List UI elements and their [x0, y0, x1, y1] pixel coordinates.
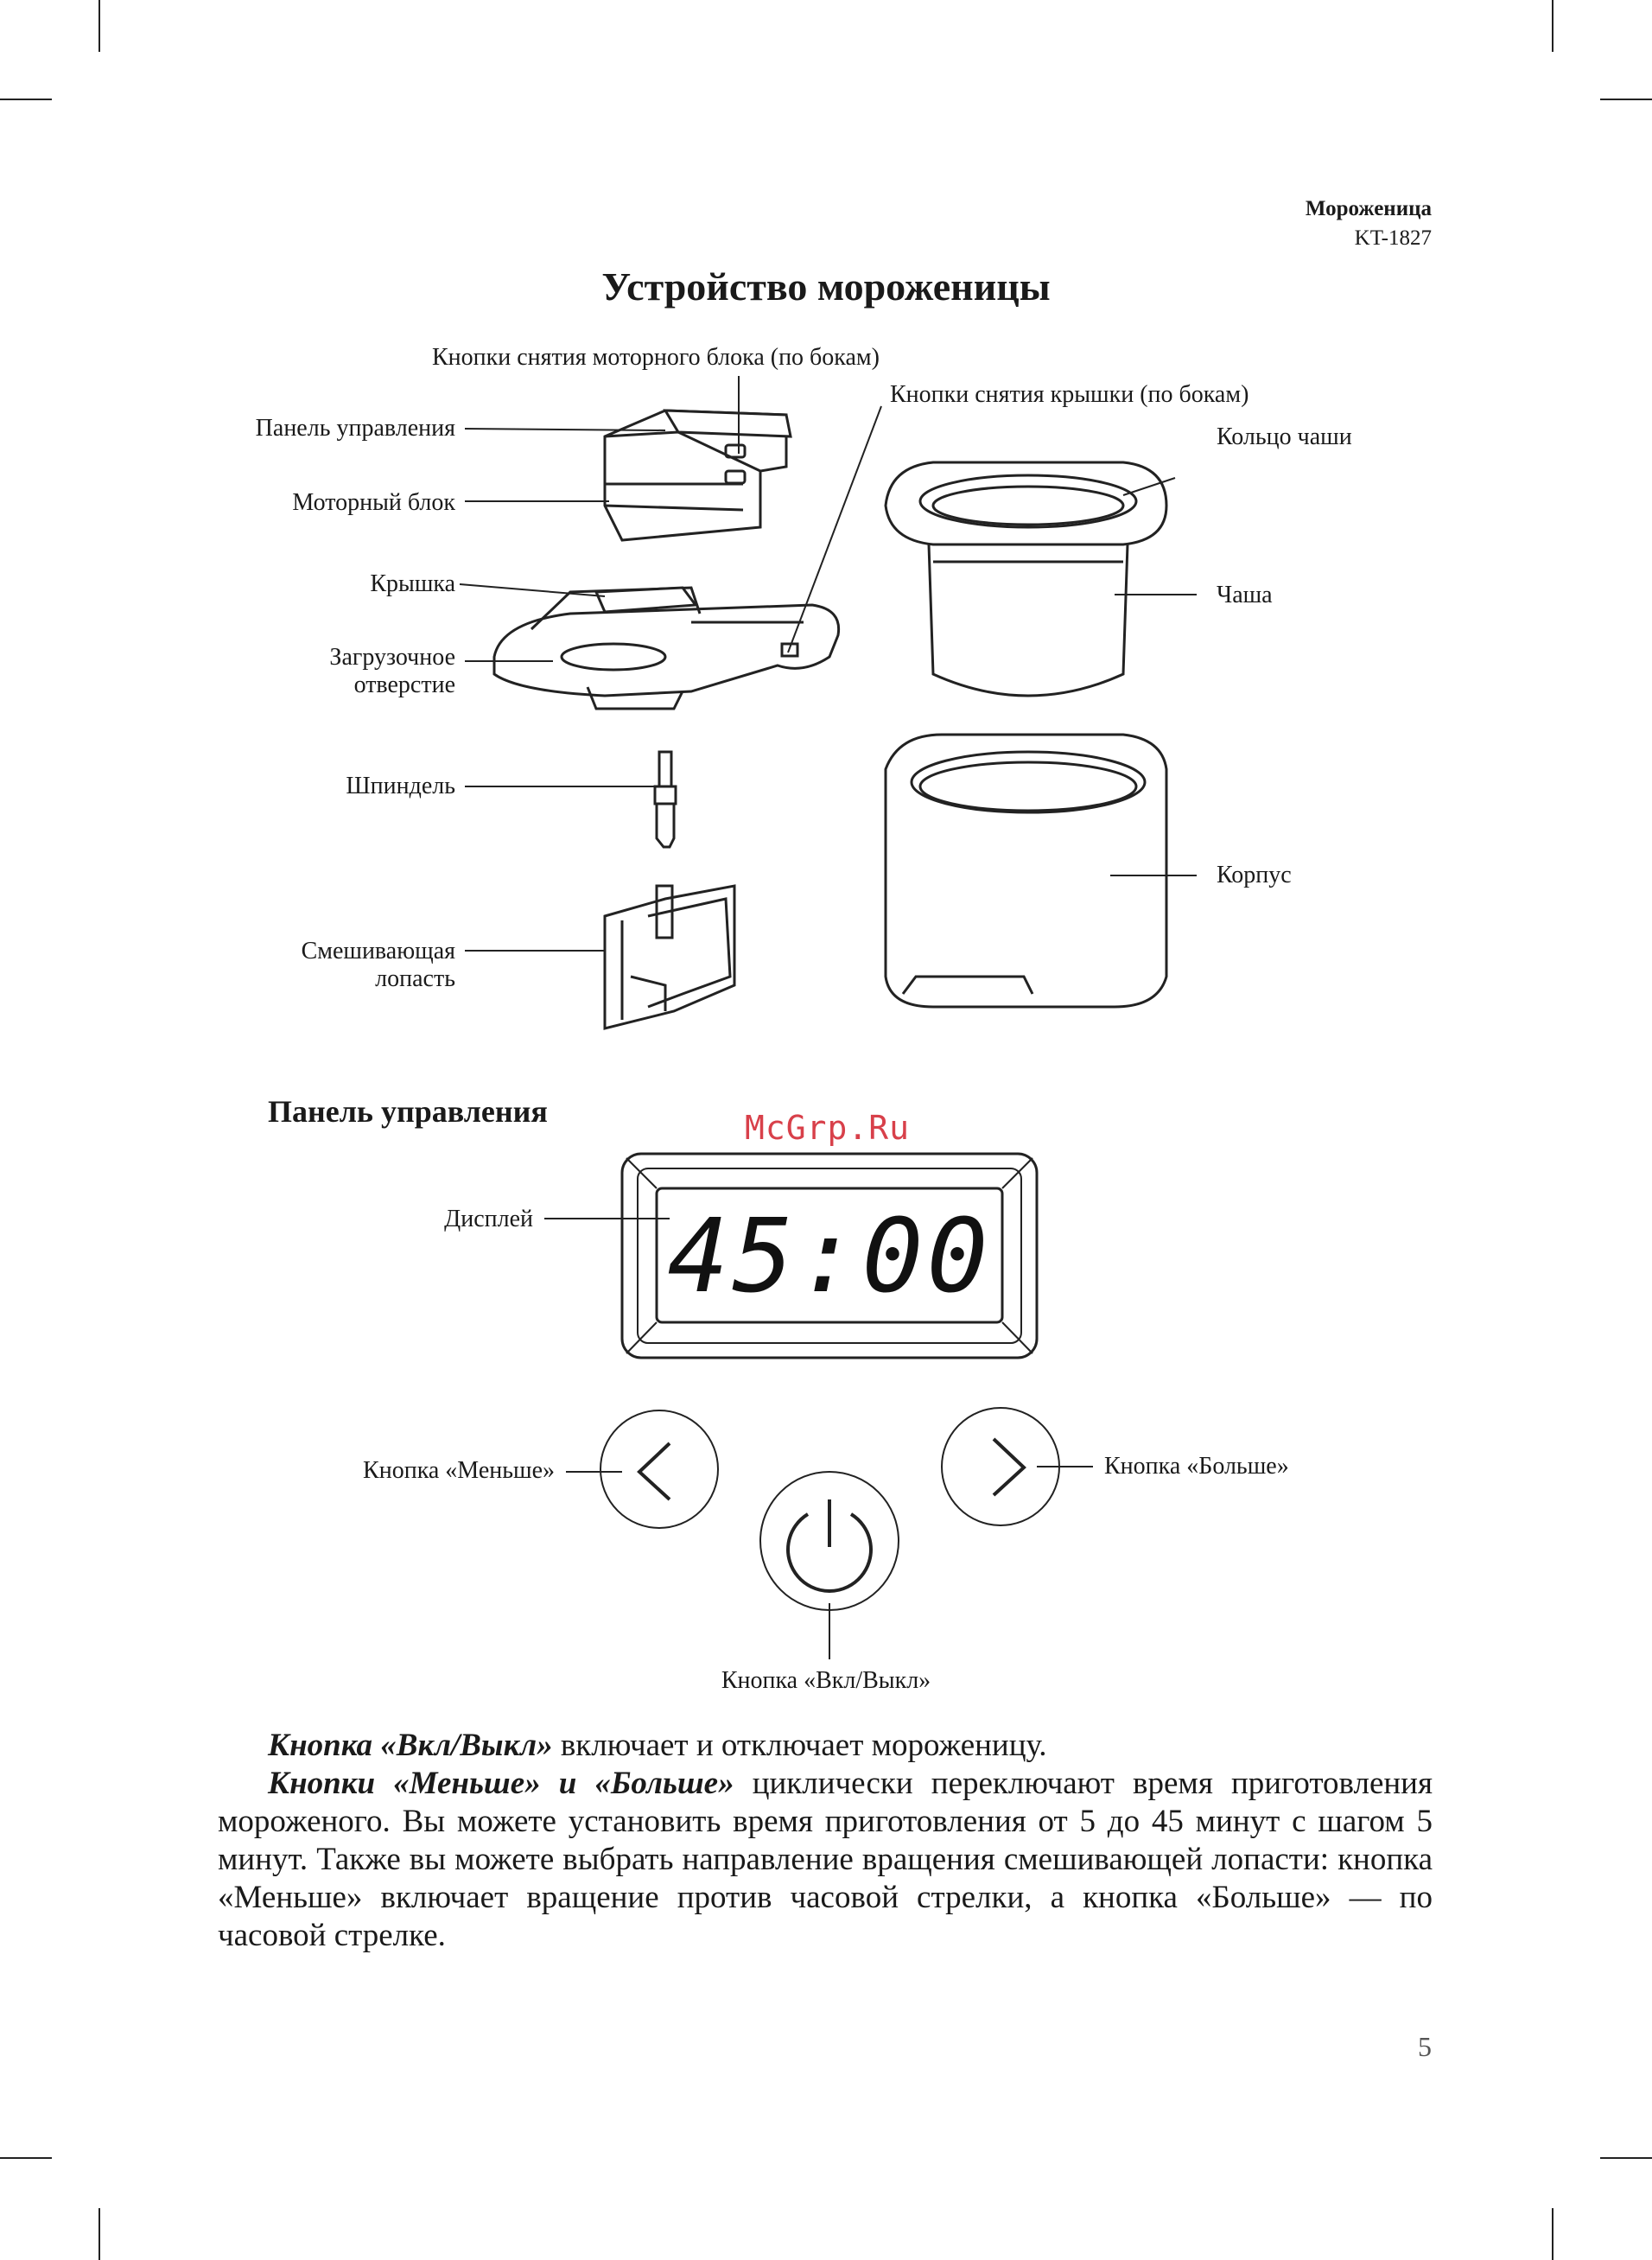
label-paddle-2: лопасть: [375, 965, 455, 992]
label-display: Дисплей: [444, 1206, 533, 1232]
paragraph-power-text: включает и отключает мороженицу.: [552, 1728, 1047, 1763]
paddle-drawing: [605, 886, 734, 1028]
watermark: McGrp.Ru: [745, 1109, 911, 1147]
label-lid-release-buttons: Кнопки снятия крышки (по бокам): [890, 381, 1249, 408]
display-readout: 45:00: [667, 1195, 992, 1315]
chevron-left-icon: [639, 1443, 670, 1499]
label-lid: Крышка: [370, 570, 455, 597]
label-bowl-ring: Кольцо чаши: [1217, 423, 1352, 450]
spindle-drawing: [655, 752, 676, 847]
page-title: Устройство мороженицы: [601, 264, 1051, 309]
section-title: Панель управления: [268, 1094, 548, 1129]
paragraph-power: [218, 1727, 1433, 1765]
label-less-button: Кнопка «Меньше»: [363, 1457, 555, 1484]
label-motor-release-buttons: Кнопки снятия моторного блока (по бокам): [432, 344, 880, 371]
header-model: KT-1827: [1354, 226, 1432, 250]
housing-drawing: [886, 735, 1166, 1007]
bowl-drawing: [886, 462, 1166, 696]
paragraph-buttons-text: циклически переключают время приготовления мороженого. Вы можете установить время приготовления от 5 до 45 минут с шагом 5 минут. Также вы можете выбрать направление вращения смешивающей лопасти: кнопка «Меньше» включает вращение против часовой стрелки, а кнопка «Больше» — по часовой стрелке.: [218, 1766, 1433, 1953]
label-bowl: Чаша: [1217, 582, 1273, 608]
label-spindle: Шпиндель: [346, 773, 455, 799]
label-loading-hole-2: отверстие: [353, 672, 455, 698]
chevron-right-icon: [994, 1439, 1024, 1495]
buttons-drawing: [600, 1408, 1059, 1610]
label-loading-hole-1: Загрузочное: [329, 644, 455, 671]
lid-drawing: [494, 588, 839, 709]
label-motor-unit: Моторный блок: [292, 489, 455, 516]
less-button-circle[interactable]: [600, 1410, 718, 1528]
label-control-panel: Панель управления: [255, 415, 455, 442]
leader-lines: [460, 376, 1197, 1659]
label-housing: Корпус: [1217, 862, 1292, 888]
paragraph-buttons: [218, 1765, 1433, 1955]
label-paddle-1: Смешивающая: [301, 938, 455, 964]
paragraph-buttons-bold: Кнопки «Меньше» и «Больше»: [268, 1766, 734, 1801]
paragraph-power-bold: Кнопка «Вкл/Выкл»: [268, 1728, 553, 1763]
power-icon: [788, 1499, 871, 1591]
header-product: Мороженица: [1305, 197, 1432, 220]
label-more-button: Кнопка «Больше»: [1104, 1453, 1289, 1480]
label-power-button: Кнопка «Вкл/Выкл»: [721, 1667, 931, 1694]
page-number: 5: [1418, 2031, 1432, 2062]
